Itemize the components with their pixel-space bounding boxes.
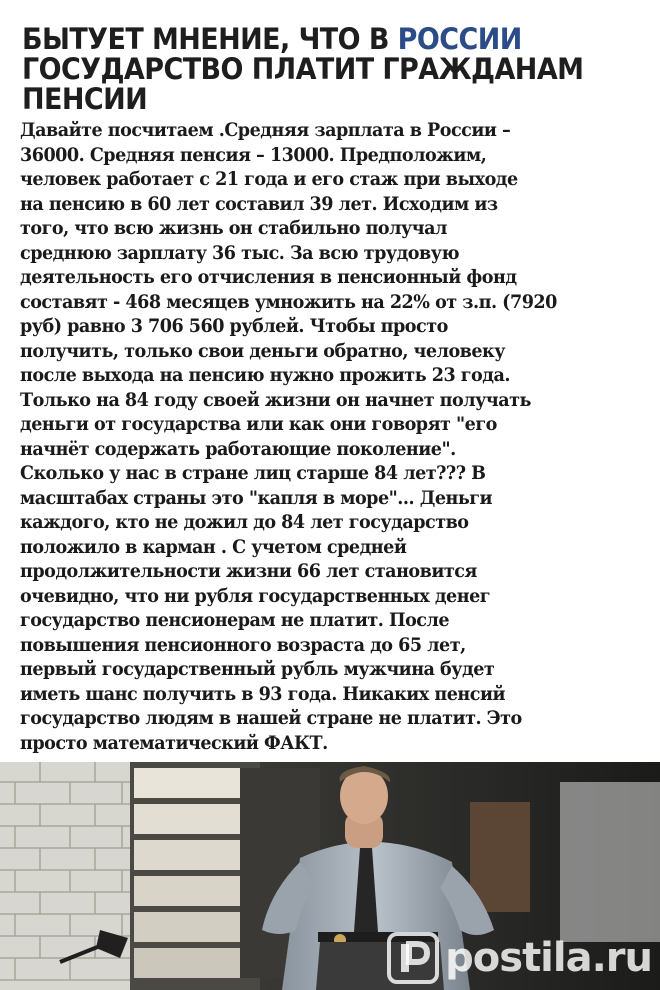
- photo: [0, 762, 660, 990]
- article-line: продолжительности жизни 66 лет становится: [20, 560, 477, 582]
- article-line: повышения пенсионного возраста до 65 лет,: [20, 633, 466, 656]
- article-line: человек работает с 21 года и его стаж при выходе: [20, 168, 518, 190]
- article-line: масштабах страны это "капля в море"... Деньги: [20, 486, 493, 509]
- article-line: составят - 468 месяцев умножить на 22% от з.п. (7920: [20, 290, 557, 313]
- headline-line-1: [22, 24, 599, 54]
- watermark: [387, 932, 652, 984]
- article-line: Давайте посчитаем .Средняя зарплата в России –: [20, 119, 511, 141]
- article-line: получить, только свои деньги обратно, человеку: [20, 339, 505, 362]
- article-line: того, что всю жизнь он стабильно получал: [20, 217, 447, 239]
- brick-wall: [0, 762, 130, 990]
- window: [560, 782, 660, 942]
- article-line: деньги от государства или как они говорят "его: [20, 413, 497, 435]
- article-line: каждого, кто не дожил до 84 лет государство: [20, 511, 469, 533]
- article-line: 36000. Средняя пенсия – 13000. Предположим,: [20, 143, 487, 166]
- article-line: среднюю зарплату 36 тыс. За всю трудовую: [20, 241, 459, 264]
- article-line: начнёт содержать работающие поколение".: [20, 437, 456, 460]
- article-line: деятельность его отчисления в пенсионный фонд: [20, 266, 517, 288]
- headline: [22, 24, 599, 114]
- article-line: очевидно, что ни рубля государственных денег: [20, 584, 491, 607]
- article-line: Сколько у нас в стране лиц старше 84 лет??? В: [20, 462, 486, 484]
- article-body: [20, 118, 612, 755]
- headline-accent-word: РОССИИ: [397, 22, 522, 56]
- door: [470, 802, 530, 912]
- article-line: иметь шанс получить в 93 года. Никаких пенсий: [20, 682, 506, 705]
- headline-line-2: ГОСУДАРСТВО ПЛАТИТ ГРАЖДАНАМ: [22, 52, 584, 86]
- article-line: Только на 84 году своей жизни он начнет получать: [20, 388, 531, 411]
- article-line: просто математический ФАКТ.: [20, 731, 328, 754]
- headline-line-1-text: БЫТУЕТ МНЕНИЕ, ЧТО В: [22, 22, 398, 56]
- article-line: первый государственный рубль мужчина будет: [20, 658, 495, 680]
- article-line: после выхода на пенсию нужно прожить 23 года.: [20, 364, 510, 386]
- article-line: руб) равно 3 706 560 рублей. Чтобы просто: [20, 315, 448, 337]
- headline-line-3: ПЕНСИИ: [22, 82, 148, 116]
- postila-logo-icon: [387, 932, 439, 984]
- watermark-text: postila.ru: [445, 935, 652, 981]
- article-line: на пенсию в 60 лет составил 39 лет. Исходим из: [20, 192, 498, 215]
- article-line: государство людям в нашей стране не платит. Это: [20, 707, 522, 729]
- article-line: положило в карман . С учетом средней: [20, 535, 407, 558]
- article-line: государство пенсионерам не платит. После: [20, 609, 450, 631]
